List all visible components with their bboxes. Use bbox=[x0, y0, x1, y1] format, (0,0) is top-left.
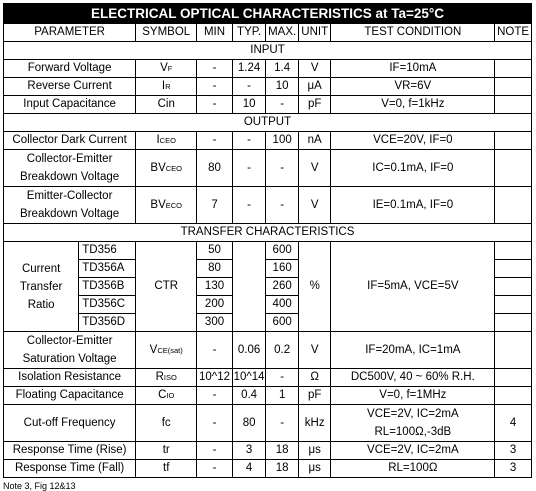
condition-cell: DC500V, 40 ~ 60% R.H. bbox=[331, 369, 495, 387]
unit-cell: V bbox=[298, 150, 331, 187]
header-max: MAX. bbox=[266, 24, 299, 42]
table-row bbox=[4, 332, 532, 369]
max-cell: 600 bbox=[266, 242, 299, 260]
unit-cell: V bbox=[298, 332, 331, 369]
table-row bbox=[4, 405, 532, 442]
min-cell: 10^12 bbox=[197, 369, 233, 387]
symbol-cell: tf bbox=[136, 460, 197, 478]
note-cell bbox=[495, 242, 532, 260]
table-row bbox=[4, 242, 532, 260]
table-row bbox=[4, 442, 532, 460]
min-cell: - bbox=[197, 442, 233, 460]
max-cell: 18 bbox=[266, 460, 299, 478]
table-row bbox=[4, 387, 532, 405]
typ-cell: - bbox=[232, 132, 266, 150]
unit-cell: Ω bbox=[298, 369, 331, 387]
note-cell bbox=[495, 60, 532, 78]
unit-cell: kHz bbox=[298, 405, 331, 442]
max-cell: - bbox=[266, 187, 299, 224]
max-cell: 260 bbox=[266, 278, 299, 296]
min-cell: 200 bbox=[197, 296, 233, 314]
header-min: MIN bbox=[197, 24, 233, 42]
unit-cell: μs bbox=[298, 442, 331, 460]
typ-cell: 10 bbox=[232, 96, 266, 114]
min-cell: - bbox=[197, 332, 233, 369]
note-cell bbox=[495, 296, 532, 314]
symbol-cell: fc bbox=[136, 405, 197, 442]
note-cell bbox=[495, 78, 532, 96]
param-cell: Input Capacitance bbox=[4, 96, 136, 114]
table-row bbox=[4, 460, 532, 478]
min-cell: - bbox=[197, 405, 233, 442]
typ-cell: 0.06 bbox=[232, 332, 266, 369]
grade-model-cell: TD356B bbox=[79, 278, 136, 296]
table-row bbox=[4, 150, 532, 187]
condition-cell: RL=100Ω bbox=[331, 460, 495, 478]
unit-cell: % bbox=[298, 242, 331, 332]
ctr-param-cell: Current Transfer Ratio bbox=[4, 242, 79, 332]
typ-cell: - bbox=[232, 150, 266, 187]
footnote: Note 3, Fig 12&13 bbox=[3, 481, 76, 491]
grade-model-cell: TD356D bbox=[79, 314, 136, 332]
note-cell bbox=[495, 96, 532, 114]
table-title: ELECTRICAL OPTICAL CHARACTERISTICS at Ta=25°C bbox=[4, 4, 532, 24]
min-cell: 300 bbox=[197, 314, 233, 332]
condition-cell: IC=0.1mA, IF=0 bbox=[331, 150, 495, 187]
max-cell: 10 bbox=[266, 78, 299, 96]
condition-cell: IF=5mA, VCE=5V bbox=[331, 242, 495, 332]
note-cell bbox=[495, 187, 532, 224]
max-cell: - bbox=[266, 405, 299, 442]
header-typ: TYP. bbox=[232, 24, 266, 42]
characteristics-table-wrapper bbox=[3, 3, 532, 478]
condition-cell: V=0, f=1MHz bbox=[331, 387, 495, 405]
section-output: OUTPUT bbox=[4, 114, 532, 132]
table-row bbox=[4, 78, 532, 96]
typ-cell: - bbox=[232, 78, 266, 96]
param-cell: Collector-Emitter Breakdown Voltage bbox=[4, 150, 136, 187]
max-cell: 18 bbox=[266, 442, 299, 460]
param-cell: Forward Voltage bbox=[4, 60, 136, 78]
min-cell: - bbox=[197, 60, 233, 78]
header-row bbox=[4, 24, 532, 42]
table-row bbox=[4, 60, 532, 78]
unit-cell: pF bbox=[298, 96, 331, 114]
note-cell bbox=[495, 387, 532, 405]
table-row bbox=[4, 96, 532, 114]
unit-cell: μA bbox=[298, 78, 331, 96]
section-row-output bbox=[4, 114, 532, 132]
max-cell: 400 bbox=[266, 296, 299, 314]
unit-cell: pF bbox=[298, 387, 331, 405]
section-row-transfer bbox=[4, 224, 532, 242]
header-condition: TEST CONDITION bbox=[331, 24, 495, 42]
note-cell bbox=[495, 332, 532, 369]
note-cell bbox=[495, 260, 532, 278]
characteristics-table bbox=[3, 3, 532, 478]
param-cell: Cut-off Frequency bbox=[4, 405, 136, 442]
symbol-cell: ICEO bbox=[136, 132, 197, 150]
min-cell: 50 bbox=[197, 242, 233, 260]
min-cell: - bbox=[197, 387, 233, 405]
max-cell: 600 bbox=[266, 314, 299, 332]
symbol-cell: RISO bbox=[136, 369, 197, 387]
note-cell bbox=[495, 314, 532, 332]
header-symbol: SYMBOL bbox=[136, 24, 197, 42]
symbol-cell: BVECO bbox=[136, 187, 197, 224]
max-cell: 100 bbox=[266, 132, 299, 150]
note-cell: 3 bbox=[495, 460, 532, 478]
typ-cell: - bbox=[232, 187, 266, 224]
symbol-cell: BVCEO bbox=[136, 150, 197, 187]
max-cell: 0.2 bbox=[266, 332, 299, 369]
symbol-cell: Cin bbox=[136, 96, 197, 114]
unit-cell: V bbox=[298, 187, 331, 224]
condition-cell: VCE=20V, IF=0 bbox=[331, 132, 495, 150]
param-cell: Collector-Emitter Saturation Voltage bbox=[4, 332, 136, 369]
param-cell: Floating Capacitance bbox=[4, 387, 136, 405]
condition-cell: VCE=2V, IC=2mA RL=100Ω,-3dB bbox=[331, 405, 495, 442]
condition-cell: IF=20mA, IC=1mA bbox=[331, 332, 495, 369]
note-cell bbox=[495, 369, 532, 387]
unit-cell: μs bbox=[298, 460, 331, 478]
symbol-cell: CIO bbox=[136, 387, 197, 405]
table-title-row bbox=[4, 4, 532, 24]
symbol-cell: IR bbox=[136, 78, 197, 96]
grade-model-cell: TD356 bbox=[79, 242, 136, 260]
symbol-cell: VF bbox=[136, 60, 197, 78]
min-cell: - bbox=[197, 78, 233, 96]
param-cell: Collector Dark Current bbox=[4, 132, 136, 150]
unit-cell: nA bbox=[298, 132, 331, 150]
min-cell: - bbox=[197, 132, 233, 150]
max-cell: 1.4 bbox=[266, 60, 299, 78]
param-cell: Response Time (Fall) bbox=[4, 460, 136, 478]
typ-cell: 80 bbox=[232, 405, 266, 442]
symbol-cell: tr bbox=[136, 442, 197, 460]
note-cell: 3 bbox=[495, 442, 532, 460]
condition-cell: IF=10mA bbox=[331, 60, 495, 78]
min-cell: 130 bbox=[197, 278, 233, 296]
table-row bbox=[4, 187, 532, 224]
max-cell: 160 bbox=[266, 260, 299, 278]
param-cell: Reverse Current bbox=[4, 78, 136, 96]
condition-cell: VR=6V bbox=[331, 78, 495, 96]
max-cell: - bbox=[266, 150, 299, 187]
unit-cell: V bbox=[298, 60, 331, 78]
typ-cell bbox=[232, 242, 266, 332]
symbol-cell: CTR bbox=[136, 242, 197, 332]
note-cell bbox=[495, 278, 532, 296]
condition-cell: V=0, f=1kHz bbox=[331, 96, 495, 114]
min-cell: - bbox=[197, 460, 233, 478]
condition-cell: IE=0.1mA, IF=0 bbox=[331, 187, 495, 224]
min-cell: - bbox=[197, 96, 233, 114]
table-row bbox=[4, 132, 532, 150]
max-cell: 1 bbox=[266, 387, 299, 405]
section-row-input bbox=[4, 42, 532, 60]
max-cell: - bbox=[266, 96, 299, 114]
param-cell: Isolation Resistance bbox=[4, 369, 136, 387]
typ-cell: 4 bbox=[232, 460, 266, 478]
param-cell: Response Time (Rise) bbox=[4, 442, 136, 460]
header-unit: UNIT bbox=[298, 24, 331, 42]
section-input: INPUT bbox=[4, 42, 532, 60]
symbol-cell: VCE(sat) bbox=[136, 332, 197, 369]
typ-cell: 1.24 bbox=[232, 60, 266, 78]
note-cell: 4 bbox=[495, 405, 532, 442]
note-cell bbox=[495, 132, 532, 150]
min-cell: 80 bbox=[197, 150, 233, 187]
section-transfer: TRANSFER CHARACTERISTICS bbox=[4, 224, 532, 242]
typ-cell: 0.4 bbox=[232, 387, 266, 405]
min-cell: 80 bbox=[197, 260, 233, 278]
typ-cell: 3 bbox=[232, 442, 266, 460]
grade-model-cell: TD356C bbox=[79, 296, 136, 314]
header-note: NOTE bbox=[495, 24, 532, 42]
max-cell: - bbox=[266, 369, 299, 387]
header-parameter: PARAMETER bbox=[4, 24, 136, 42]
note-cell bbox=[495, 150, 532, 187]
condition-cell: VCE=2V, IC=2mA bbox=[331, 442, 495, 460]
param-cell: Emitter-Collector Breakdown Voltage bbox=[4, 187, 136, 224]
min-cell: 7 bbox=[197, 187, 233, 224]
table-row bbox=[4, 369, 532, 387]
typ-cell: 10^14 bbox=[232, 369, 266, 387]
grade-model-cell: TD356A bbox=[79, 260, 136, 278]
